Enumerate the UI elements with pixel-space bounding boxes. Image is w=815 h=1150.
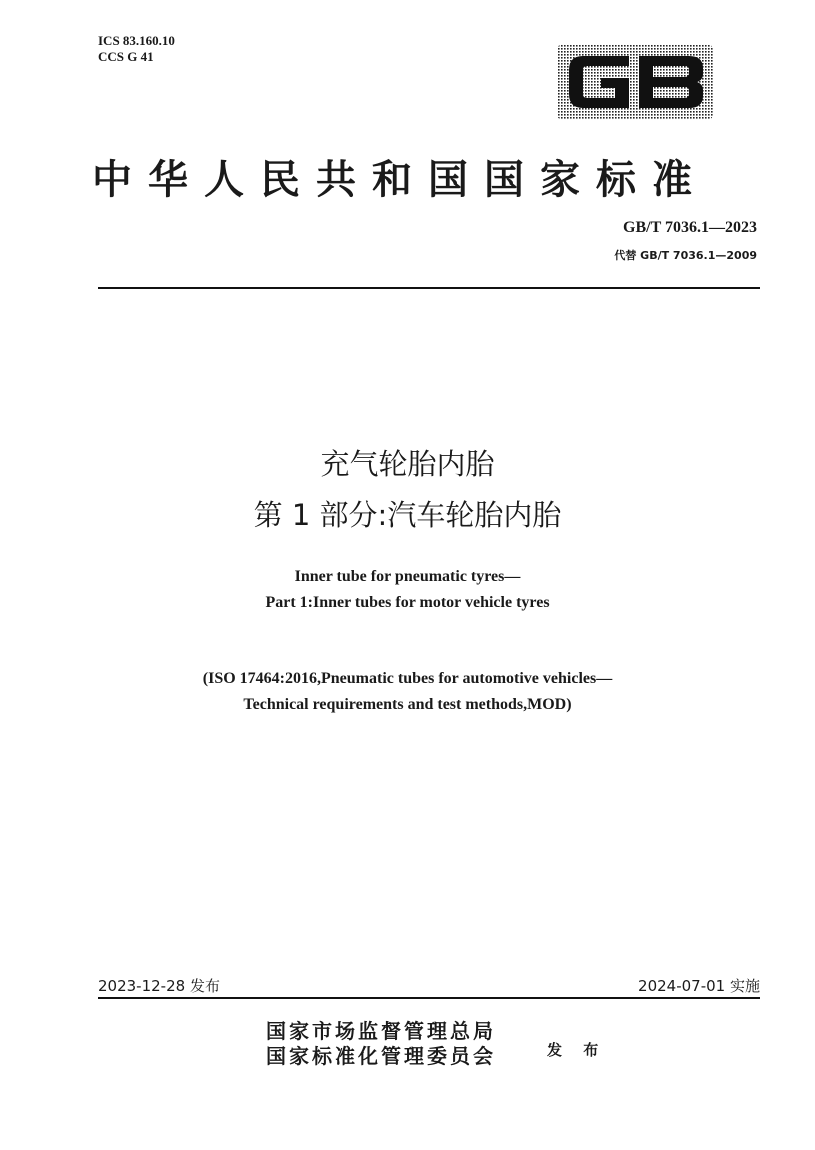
publisher-block	[266, 1019, 496, 1069]
replaces-standard: 代替 GB/T 7036.1—2009	[614, 249, 757, 262]
gb-logo-letter-b	[639, 56, 703, 108]
issue-date: 2023-12-28 发布	[98, 977, 220, 995]
ccs-code: CCS G 41	[98, 49, 154, 64]
classification-codes	[98, 33, 175, 65]
english-title-line1: Inner tube for pneumatic tyres—	[294, 568, 521, 585]
standard-number: GB/T 7036.1—2023	[623, 219, 757, 236]
gb-logo	[555, 42, 715, 122]
publish-label: 发 布	[547, 1041, 607, 1059]
header-divider	[98, 287, 760, 289]
chinese-title-line1: 充气轮胎内胎	[320, 447, 495, 481]
footer-divider	[98, 997, 760, 999]
adoption-line1: (ISO 17464:2016,Pneumatic tubes for automotive vehicles—	[202, 670, 613, 687]
adoption-line2: Technical requirements and test methods,MOD)	[243, 696, 572, 713]
chinese-title-line2: 第 1 部分:汽车轮胎内胎	[253, 498, 562, 532]
national-standard-title: 中华人民共和国国家标准	[92, 156, 708, 203]
implementation-date: 2024-07-01 实施	[638, 977, 760, 995]
ics-code: ICS 83.160.10	[98, 33, 175, 48]
publisher-line1: 国家市场监督管理总局	[266, 1019, 496, 1043]
publisher-line2: 国家标准化管理委员会	[266, 1044, 496, 1068]
english-title-line2: Part 1:Inner tubes for motor vehicle tyres	[265, 594, 550, 611]
